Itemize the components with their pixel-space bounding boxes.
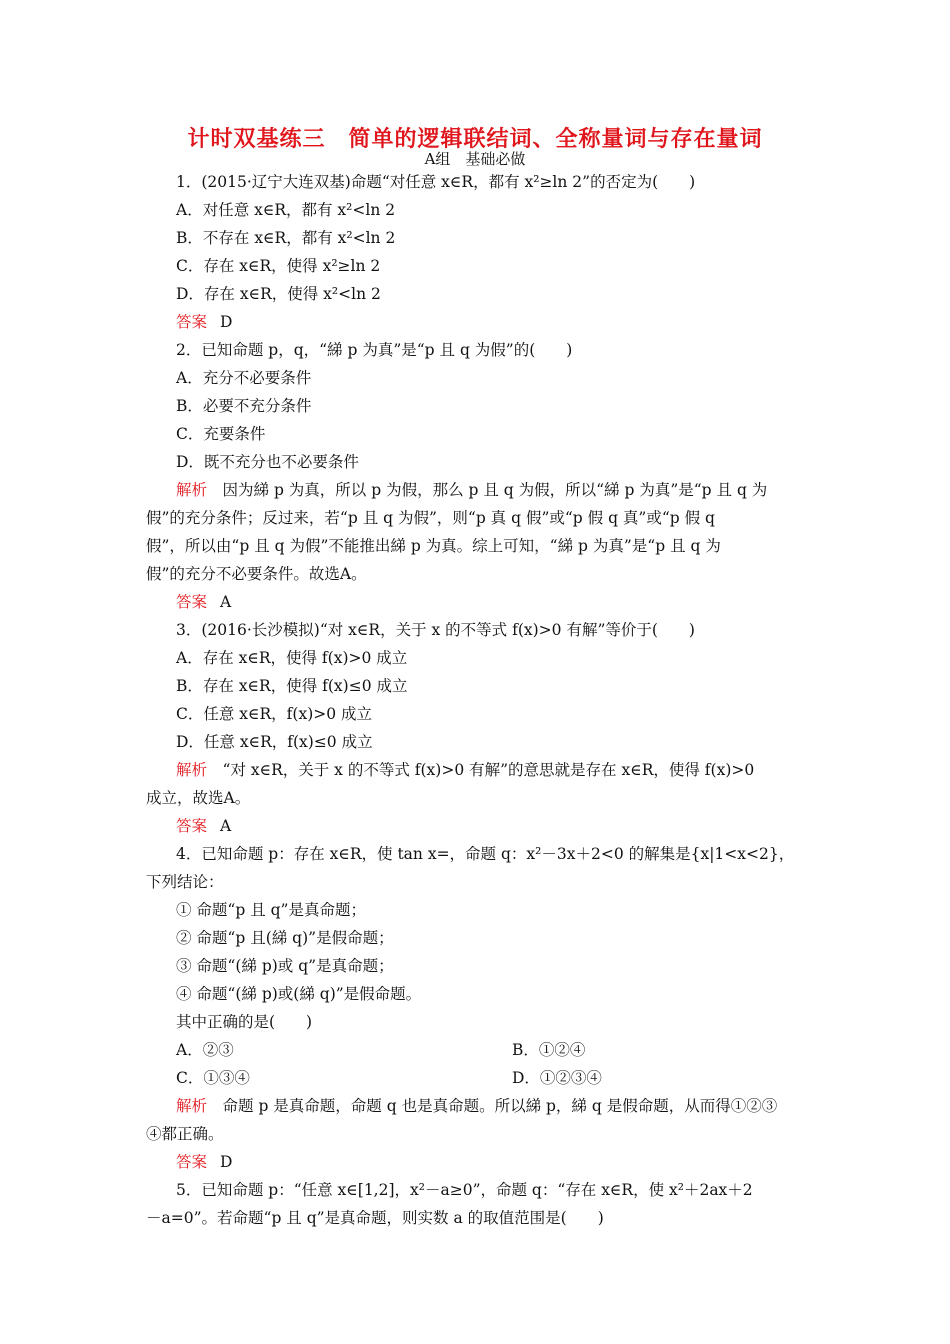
option-3d: D．任意 x∈R，f(x)≤0 成立 — [176, 733, 373, 751]
question-2: 2．已知命题 p，q，“綈 p 为真”是“p 且 q 为假”的( ) — [176, 341, 573, 359]
answer-label: 答案 — [176, 1153, 208, 1171]
section-subtitle: A组 基础必做 — [424, 150, 526, 168]
option-3c: C．任意 x∈R，f(x)>0 成立 — [176, 705, 373, 723]
option-1c: C．存在 x∈R，使得 x²≥ln 2 — [176, 257, 381, 275]
answer-value: A — [219, 817, 232, 835]
analysis-label: 解析 — [176, 481, 208, 499]
analysis-2-line1 — [176, 480, 767, 500]
answer-value: D — [219, 313, 233, 331]
answer-2 — [176, 592, 231, 612]
statement-2: ② 命题“p 且(綈 q)”是假命题； — [176, 929, 394, 947]
answer-label: 答案 — [176, 593, 208, 611]
answer-value: A — [219, 593, 232, 611]
analysis-2-line3: 假”，所以由“p 且 q 为假”不能推出綈 p 为真。综上可知，“綈 p 为真”是“p 且 q 为 — [146, 537, 721, 555]
question-4-cont: 下列结论： — [146, 873, 224, 891]
option-4d: D．①②③④ — [512, 1069, 602, 1087]
option-1a: A．对任意 x∈R，都有 x²<ln 2 — [176, 201, 396, 219]
question-5: 5．已知命题 p：“任意 x∈[1,2]，x²－a≥0”，命题 q：“存在 x∈R，使 x²＋2ax＋2 — [176, 1181, 753, 1199]
statement-1: ① 命题“p 且 q”是真命题； — [176, 901, 366, 919]
option-4b: B．①②④ — [512, 1041, 586, 1059]
answer-4 — [176, 1152, 232, 1172]
option-1d: D．存在 x∈R，使得 x²<ln 2 — [176, 285, 381, 303]
question-3: 3．(2016·长沙模拟)“对 x∈R，关于 x 的不等式 f(x)>0 有解”等价于( ) — [176, 621, 695, 639]
question-4-prompt: 其中正确的是( ) — [176, 1013, 313, 1031]
analysis-label: 解析 — [176, 761, 208, 779]
option-1b: B．不存在 x∈R，都有 x²<ln 2 — [176, 229, 396, 247]
option-3b: B．存在 x∈R，使得 f(x)≤0 成立 — [176, 677, 408, 695]
option-3a: A．存在 x∈R，使得 f(x)>0 成立 — [176, 649, 408, 667]
option-2b: B．必要不充分条件 — [176, 397, 312, 415]
page-title: 计时双基练三 简单的逻辑联结词、全称量词与存在量词 — [187, 127, 763, 152]
statement-4: ④ 命题“(綈 p)或(綈 q)”是假命题。 — [176, 985, 422, 1003]
analysis-4-line2: ④都正确。 — [146, 1125, 224, 1143]
option-4c: C．①③④ — [176, 1069, 250, 1087]
analysis-3-line2: 成立，故选A。 — [146, 789, 251, 807]
analysis-text: “对 x∈R，关于 x 的不等式 f(x)>0 有解”的意思就是存在 x∈R，使得 f(x)>0 — [207, 761, 755, 779]
analysis-text: 因为綈 p 为真，所以 p 为假，那么 p 且 q 为假，所以“綈 p 为真”是“p 且 q 为 — [207, 481, 768, 499]
option-4a: A．②③ — [176, 1041, 234, 1059]
analysis-2-line4: 假”的充分不必要条件。故选A。 — [146, 565, 367, 583]
analysis-4-line1 — [176, 1096, 777, 1116]
option-2a: A．充分不必要条件 — [176, 369, 312, 387]
analysis-3-line1 — [176, 760, 754, 780]
question-1: 1．(2015·辽宁大连双基)命题“对任意 x∈R，都有 x²≥ln 2”的否定为( ) — [176, 173, 696, 191]
question-5-cont: －a=0”。若命题“p 且 q”是真命题，则实数 a 的取值范围是( ) — [146, 1209, 604, 1227]
option-2c: C．充要条件 — [176, 425, 266, 443]
analysis-2-line2: 假”的充分条件；反过来，若“p 且 q 为假”，则“p 真 q 假”或“p 假 q 真”或“p 假 q — [146, 509, 715, 527]
question-4: 4．已知命题 p：存在 x∈R，使 tan x=，命题 q：x²－3x＋2<0 的解集是{x|1<x<2}， — [176, 845, 795, 863]
answer-label: 答案 — [176, 313, 208, 331]
statement-3: ③ 命题“(綈 p)或 q”是真命题； — [176, 957, 394, 975]
answer-label: 答案 — [176, 817, 208, 835]
analysis-text: 命题 p 是真命题，命题 q 也是真命题。所以綈 p，綈 q 是假命题，从而得①②③ — [207, 1097, 778, 1115]
analysis-label: 解析 — [176, 1097, 208, 1115]
answer-1 — [176, 312, 232, 332]
answer-3 — [176, 816, 231, 836]
option-2d: D．既不充分也不必要条件 — [176, 453, 359, 471]
answer-value: D — [219, 1153, 233, 1171]
